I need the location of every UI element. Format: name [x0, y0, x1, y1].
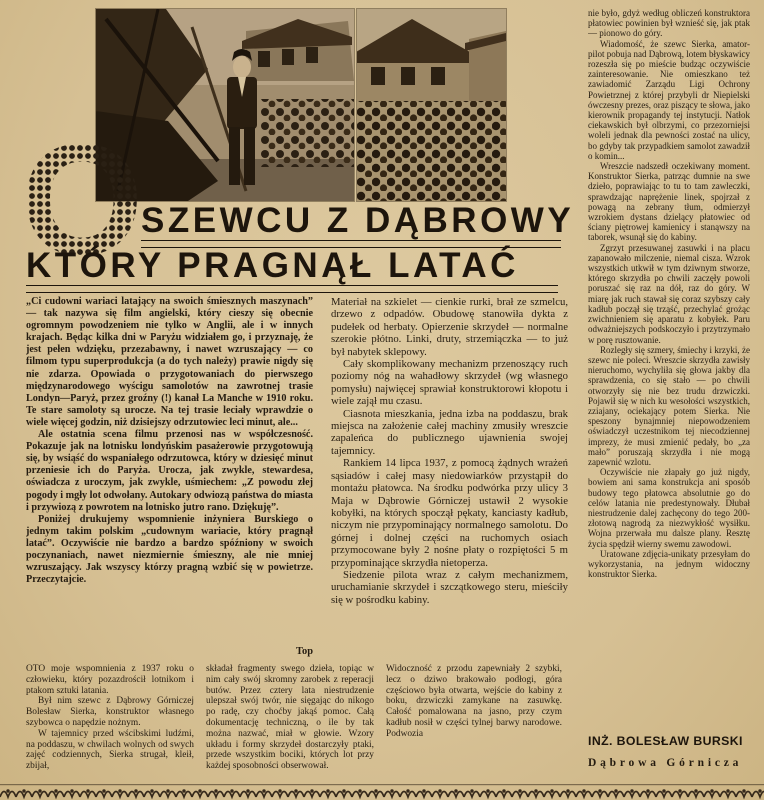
- photo-crowd: [356, 8, 507, 202]
- body-paragraph: W tajemnicy przed wścibskimi ludźmi, na poddaszu, w chwilach wolnych od swych zajęć codziennych, Sierka strugał, kleił, zbijał,: [26, 728, 194, 772]
- intro-column: [26, 296, 313, 644]
- headline-rule-2: [26, 285, 558, 293]
- body-paragraph: Widoczność z przodu zapewniały 2 szybki, lecz o dziwo brakowało podłogi, góra częściowo była otwarta, wejście do kabiny z boku, drzwiczki zamykane na zasuwkę. Całość pomalowana na jasno, przy czym kadłub nosił w części tylnej barwy narodowe. Podwozia: [386, 664, 562, 739]
- body-paragraph: OTO moje wspomnienia z 1937 roku o człowieku, który pozazdrościł lotnikom i ptakom sztuki latania.: [26, 664, 194, 696]
- right-column: [588, 8, 750, 726]
- intro-paragraph: „Ci cudowni wariaci latający na swoich śmiesznych maszynach” — tak nazywa się film angielski, który cieszy się obecnie ogromnym powodzeniem nie tylko w Anglii, ale i w innych krajach. Będąc kilka dni w Paryżu widziałem go, i przyznaję, że jest pełen wdzięku, przezabawny, i nawet wzruszający — co filmom typu superprodukcja (a do tych należy) prawie nigdy się nie zdarza. Opowiada o przygotowaniach do pierwszego międzynarodowego wyścigu samolotów na zawrotnej trasie Londyn—Paryż, przez groźny (!) kanał La Manche w 1910 roku. Te stare samoloty są urocze. Na tej trasie leciały wprawdzie o wiele więcej godzin, niż dzisiejszy odrzutowiec leci minut, ale...: [26, 296, 313, 428]
- headline-line2: KTÓRY PRAGNĄŁ LATAĆ: [26, 246, 519, 285]
- ornament-border: [0, 784, 764, 800]
- headline-line1: SZEWCU Z DĄBROWY: [141, 201, 575, 240]
- body-paragraph: Rozległy się szmery, śmiechy i krzyki, że szewc nie poleci. Wreszcie skrzydła zawisły nieruchomo, wychyliła się głowa jakby dla sprawdzenia, co się stało — po chwili otworzyły się nie bez trudu drzwiczki. Pojawił się w nich ku wesołości wszystkich, zziajany, ociekający potem Sierka. Nie speszony bynajmniej niepowodzeniem oświadczył uczestnikom tej niecodziennej imprezy, że musi zmienić pedały, bo „za mało” poruszają skrzydła i nie mogą zapewnić wzlotu.: [588, 344, 750, 467]
- body-paragraph: nie było, gdyż według obliczeń konstruktora płatowiec powinien był wznieść się, jak ptak — pionowo do góry.: [588, 8, 750, 39]
- body-paragraph: Uratowane zdjęcia-unikaty przesyłam do wykorzystania, na jednym widoczny konstruktor Sierka.: [588, 548, 750, 580]
- body-paragraph: składał fragmenty swego dzieła, topiąc w nim cały swój skromny zarobek z reperacji butów. Przez cztery lata niestrudzenie ulepszał swój twór, nie sięgając do nikogo po radę, czy choćby jakąś pomoc. Całą dokumentację techniczną, o ile by tak można nazwać, miał w głowie. Wzory układu i formy skrzydeł dostarczyły ptaki, przede wszystkim bociki, których lot przy każdej sposobności obserwował.: [206, 664, 374, 772]
- author-signature: INŻ. BOLESŁAW BURSKI: [588, 734, 743, 748]
- body-paragraph: Materiał na szkielet — cienkie rurki, brał ze szmelcu, drzewo z odpadów. Obudowę stanowiła dykta z pudełek od herbaty. Opierzenie skrzydeł — normalne szerokie płótno. Linki, druty, strzemiączka — to już był nabytek sklepowy.: [331, 296, 568, 358]
- body-paragraph: Oczywiście nie złapały go już nigdy, bowiem ani sama konstrukcja ani sposób budowy tego płatowca absolutnie go do celów latania nie predestynowały. Dłubał niestrudzenie dalej zachęcony do tego 200-złotową nagrodą za niezwykłość wysiłku. Wojna przerwała mu dalsze plany. Resztę życia spędził wierny swemu zawodowi.: [588, 467, 750, 549]
- drop-cap-o: [20, 136, 144, 260]
- author-location: Dąbrowa Górnicza: [588, 757, 743, 769]
- memoir-column-3: [386, 664, 562, 792]
- body-paragraph: Wreszcie nadszedł oczekiwany moment. Konstruktor Sierka, patrząc dumnie na swe dzieło, poprawiając to tu to tam zawleczki, sprawdzając naprężenie linek, spojrzał z powagą na zebrany tłum, odmierzył wzrokiem dystans dzielący płatowiec od ściany piętrowej kamienicy i stanąwszy na taborek, wsunął się do kabiny.: [588, 161, 750, 243]
- memoir-column-1: [26, 664, 194, 792]
- body-paragraph: Był nim szewc z Dąbrowy Górniczej Bolesław Sierka, konstruktor własnego szybowca o napędzie nożnym.: [26, 696, 194, 728]
- intro-signoff: Top: [296, 646, 313, 657]
- memoir-column-2: [206, 664, 374, 792]
- body-paragraph: Ciasnota mieszkania, jedna izba na poddaszu, brak miejsca na założenie całej machiny zmusiły wreszcie zapaleńca do publicznego ujawnienia swojej tajemnicy.: [331, 407, 568, 457]
- drop-cap-letter: O: [20, 136, 144, 260]
- middle-column: [331, 296, 568, 660]
- intro-paragraph: Poniżej drukujemy wspomnienie inżyniera Burskiego o jednym takim polskim „cudownym wariacie, który pragnął latać”. Oczywiście nie bardzo a bardzo spóźniony w swoich poczynaniach, nawet niezmiernie śmieszny, ale nie mniej wzruszający. Jak wszyscy którzy pragną wzbić się w powietrze. Przeczytajcie.: [26, 513, 313, 586]
- body-paragraph: Siedzenie pilota wraz z całym mechanizmem, uruchamianie skrzydeł i szczątkowego steru, mieściły się w pośrodku kabiny.: [331, 568, 568, 606]
- body-paragraph: Wiadomość, że szewc Sierka, amator-pilot pobuja nad Dąbrową, lotem błyskawicy rozeszła się po mieście budząc oczywiście zainteresowanie. Nie omieszkano też zawiadomić Zarządu Ligi Ochrony Powietrznej z której przybyli dr Niepielski ówczesny prezes, oraz piszący te słowa, jako kierownik propagandy tej instytucji. Natłok ciekawskich był olbrzymi, co przezorniejsi woleli jednak dla pewności zostać na ulicy, bo gdyby tak przypadkiem samolot zawadził o komin...: [588, 38, 750, 161]
- intro-paragraph: Ale ostatnia scena filmu przenosi nas w współczesność. Pokazuje jak na lotnisku londyńskim pasażerowie przygotowują się, by wsiąść do wspaniałego odrzutowca, który w dziesięć minut przeniesie ich do Paryża. Urocza, jak zwykle, stewardesa, oświadcza z uroczym, jak zwykle, uśmiechem: „Z powodu złej pogody i mgły lot odwołany. Autokary odwiozą państwa do miasta i przywiozą z powrotem na lotnisko jutro rano. Dziękuję”.: [26, 429, 313, 513]
- body-paragraph: Rankiem 14 lipca 1937, z pomocą żądnych wrażeń sąsiadów i całej masy niedowiarków przystąpił do montażu płatowca. Na środku podwórka przy ulicy 3 Maja w Dąbrowie Górniczej ustawił 2 wysokie kobyłki, na których spoczął pękaty, kanciasty kadłub, niczym nie przypominający normalnego samolotu. Do górnej i dolnej części na ruchomych osiach przymocowane były 2 nośne płaty o rozpiętości 5 m przypominające skrzydła nietoperza.: [331, 457, 568, 569]
- body-paragraph: Zgrzyt przesuwanej zasuwki i na placu zapanowało milczenie, niemal cisza. Wzrok wszystkich utkwił w tym dziwnym stworze, którego skrzydła po chwili zaczęły powoli poruszać się raz na dół, raz do góry. W miarę jak ruch stawał się coraz szybszy cały kadłub począł się trząść, przechylać grożąc zwichnieniem się aparatu z kobyłek. Paru odważniejszych podskoczyło i przytrzymało w porę rusztowanie.: [588, 242, 750, 345]
- body-paragraph: Cały skomplikowany mechanizm przenoszący ruch poziomy nóg na wahadłowy skrzydeł (wg własnego pomysłu) najwięcej sprawiał konstruktorowi kłopotu i wiele zajął mu czasu.: [331, 358, 568, 408]
